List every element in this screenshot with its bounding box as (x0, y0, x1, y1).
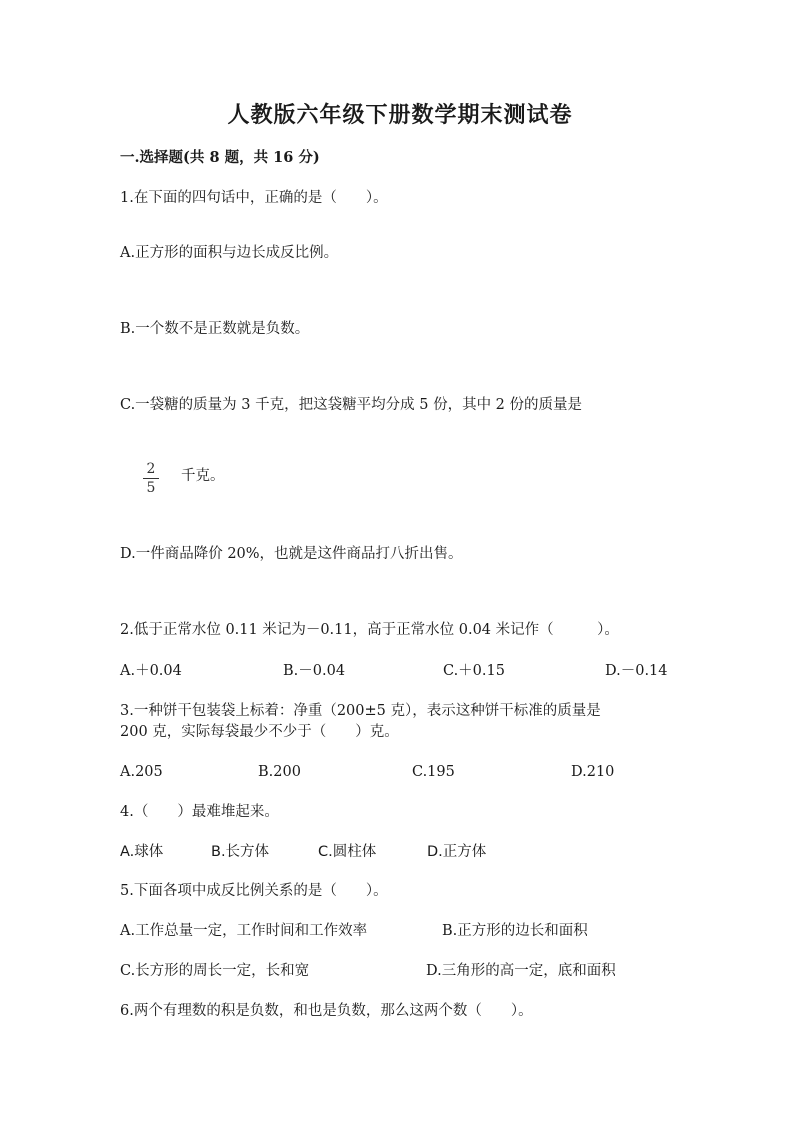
fraction-numerator: 2 (146, 461, 156, 477)
question-5-option-a: A.工作总量一定，工作时间和工作效率 (120, 923, 368, 939)
question-2-option-d: D.－0.14 (605, 663, 668, 679)
question-3-option-c: C.195 (412, 764, 455, 780)
question-2-option-b: B.－0.04 (283, 663, 346, 679)
question-3-stem-line-2: 200 克，实际每袋最少不少于（ ）克。 (120, 724, 399, 740)
question-4-option-d: D.正方体 (427, 844, 487, 860)
question-1-option-c: C.一袋糖的质量为 3 千克，把这袋糖平均分成 5 份，其中 2 份的质量是 (120, 397, 583, 413)
question-3-option-b: B.200 (258, 764, 301, 780)
question-5-option-d: D.三角形的高一定，底和面积 (426, 963, 616, 979)
fraction-two-fifths (143, 462, 159, 495)
question-1-option-b: B.一个数不是正数就是负数。 (120, 321, 310, 337)
question-1-stem: 1.在下面的四句话中，正确的是（ ）。 (120, 190, 388, 206)
fraction-denominator: 5 (146, 480, 156, 496)
question-1-option-a: A.正方形的面积与边长成反比例。 (120, 245, 339, 261)
question-3-option-d: D.210 (571, 764, 615, 780)
question-1-option-d: D.一件商品降价 20%，也就是这件商品打八折出售。 (120, 546, 463, 562)
section-heading: 一.选择题(共 8 题，共 16 分) (120, 149, 320, 166)
question-4-option-b: B.长方体 (211, 844, 270, 860)
question-4-option-a: A.球体 (120, 844, 164, 860)
question-5-stem: 5.下面各项中成反比例关系的是（ ）。 (120, 883, 388, 899)
question-4-option-c: C.圆柱体 (318, 844, 377, 860)
question-5-option-b: B.正方形的边长和面积 (442, 923, 588, 939)
question-2-stem: 2.低于正常水位 0.11 米记为－0.11，高于正常水位 0.04 米记作（ ）。 (120, 622, 619, 638)
question-2-option-c: C.＋0.15 (443, 663, 505, 679)
question-2-option-a: A.＋0.04 (120, 663, 182, 679)
question-5-option-c: C.长方形的周长一定，长和宽 (120, 963, 310, 979)
question-4-stem: 4.（ ）最难堆起来。 (120, 804, 279, 820)
page-title: 人教版六年级下册数学期末测试卷 (227, 102, 573, 128)
question-3-stem-line-1: 3.一种饼干包装袋上标着：净重（200±5 克），表示这种饼干标准的质量是 (120, 703, 601, 719)
question-3-option-a: A.205 (120, 764, 163, 780)
question-6-stem: 6.两个有理数的积是负数，和也是负数，那么这两个数（ ）。 (120, 1003, 533, 1019)
question-1-option-c-tail: 千克。 (181, 468, 225, 484)
